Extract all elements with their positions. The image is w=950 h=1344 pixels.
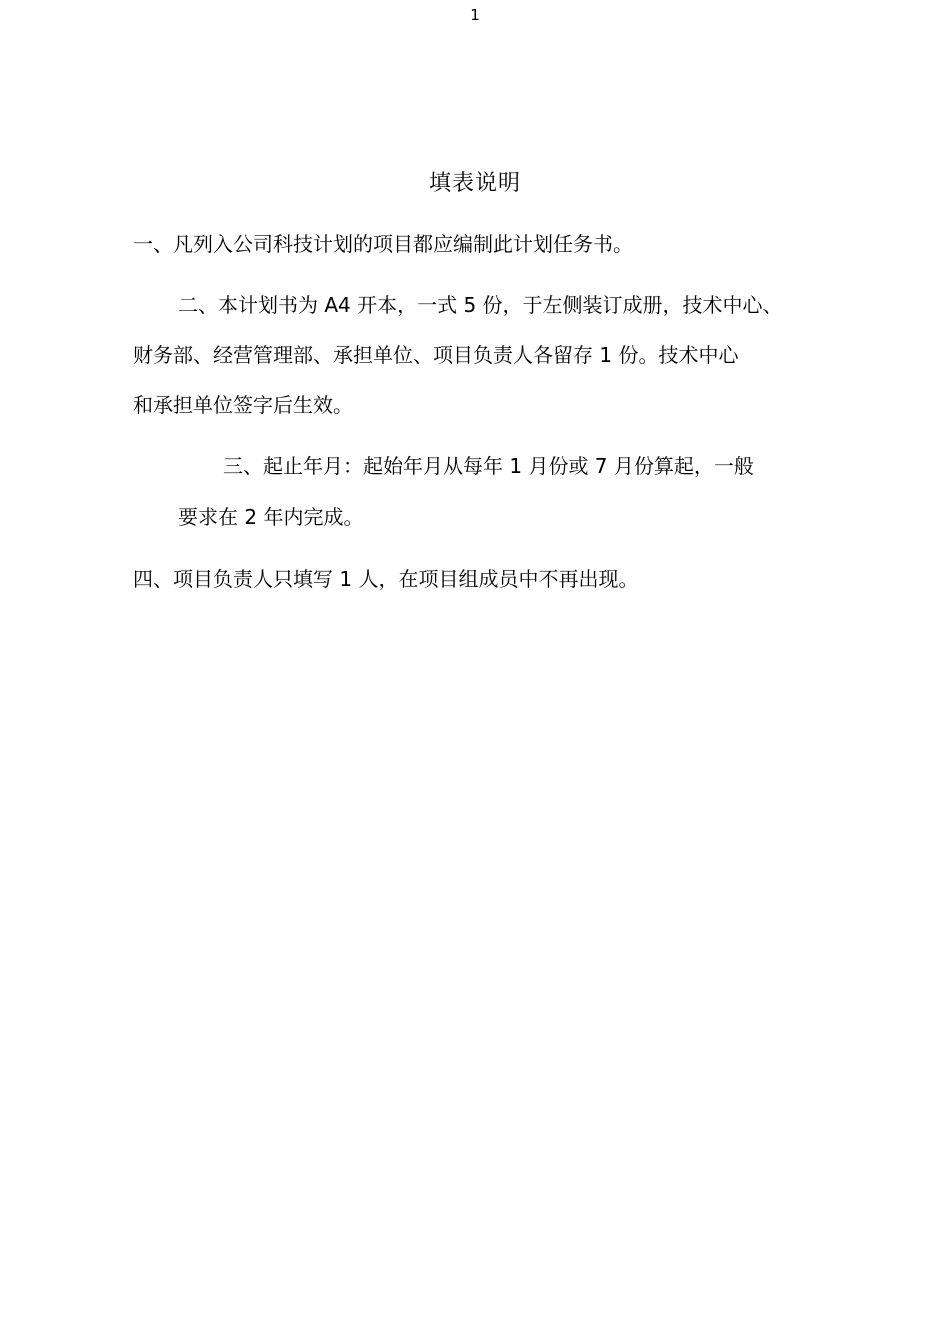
instruction-item-2-line-3: 和承担单位签字后生效。 — [133, 393, 353, 417]
instruction-item-3-line-1: 三、起止年月：起始年月从每年 1 月份或 7 月份算起，一般 — [223, 454, 754, 478]
instruction-item-3-line-2: 要求在 2 年内完成。 — [178, 505, 364, 529]
page-number: 1 — [470, 6, 480, 24]
instruction-item-2-line-2: 财务部、经营管理部、承担单位、项目负责人各留存 1 份。技术中心 — [133, 343, 739, 367]
instruction-item-1: 一、凡列入公司科技计划的项目都应编制此计划任务书。 — [133, 232, 633, 256]
instruction-item-4: 四、项目负责人只填写 1 人，在项目组成员中不再出现。 — [133, 567, 639, 591]
instruction-item-2-line-1: 二、本计划书为 A4 开本，一式 5 份，于左侧装订成册，技术中心、 — [178, 293, 783, 317]
page-title: 填表说明 — [428, 171, 521, 196]
